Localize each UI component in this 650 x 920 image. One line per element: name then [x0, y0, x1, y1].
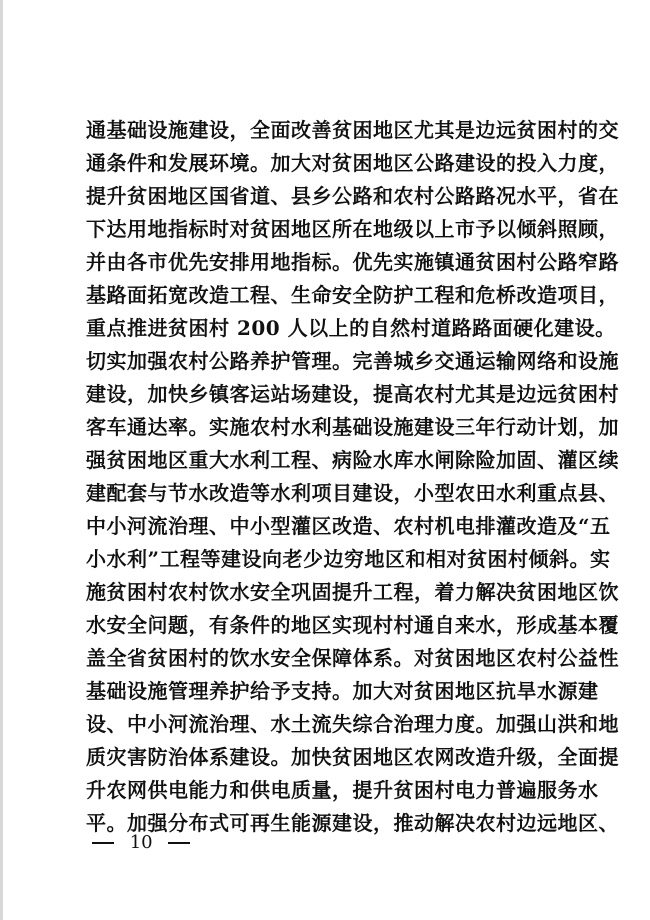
text-line: 设、中小河流治理、水土流失综合治理力度。加强山洪和地 — [86, 712, 619, 736]
text-line: 建设，加快乡镇客运站场建设，提高农村尤其是边远贫困村 — [86, 382, 619, 406]
text-line: 施贫困村农村饮水安全巩固提升工程，着力解决贫困地区饮 — [86, 580, 619, 604]
text-line: 下达用地指标时对贫困地区所在地级以上市予以倾斜照顾， — [86, 217, 619, 241]
text-line: 基路面拓宽改造工程、生命安全防护工程和危桥改造项目， — [86, 283, 619, 307]
text-line: 通条件和发展环境。加大对贫困地区公路建设的投入力度， — [86, 151, 619, 175]
text-line: 客车通达率。实施农村水利基础设施建设三年行动计划，加 — [86, 415, 619, 439]
text-line: 盖全省贫困村的饮水安全保障体系。对贫困地区农村公益性 — [86, 646, 619, 670]
page-number-dash-right — [168, 842, 190, 844]
page-number — [92, 828, 190, 858]
body-text — [86, 114, 619, 840]
text-line: 基础设施管理养护给予支持。加大对贫困地区抗旱水源建 — [86, 679, 599, 703]
text-line: 水安全问题，有条件的地区实现村村通自来水，形成基本覆 — [86, 613, 619, 637]
text-line: 升农网供电能力和供电质量，提升贫困村电力普遍服务水 — [86, 778, 599, 802]
text-line: 并由各市优先安排用地指标。优先实施镇通贫困村公路窄路 — [86, 250, 619, 274]
text-line: 重点推进贫困村 200 人以上的自然村道路路面硬化建设。 — [86, 316, 616, 340]
page-number-value: 10 — [129, 832, 153, 853]
text-line: 强贫困地区重大水利工程、病险水库水闸除险加固、灌区续 — [86, 448, 619, 472]
text-line: 建配套与节水改造等水利项目建设，小型农田水利重点县、 — [86, 481, 619, 505]
text-line: 通基础设施建设，全面改善贫困地区尤其是边远贫困村的交 — [86, 118, 619, 142]
text-line: 中小河流治理、中小型灌区改造、农村机电排灌改造及“五 — [86, 514, 611, 538]
text-line: 平。加强分布式可再生能源建设，推动解决农村边远地区、 — [86, 811, 619, 835]
page-number-dash-left — [92, 842, 114, 844]
text-line: 切实加强农村公路养护管理。完善城乡交通运输网络和设施 — [86, 349, 619, 373]
text-line: 提升贫困地区国省道、县乡公路和农村公路路况水平，省在 — [86, 184, 619, 208]
text-line: 小水利”工程等建设向老少边穷地区和相对贫困村倾斜。实 — [86, 547, 611, 571]
text-line: 质灾害防治体系建设。加快贫困地区农网改造升级，全面提 — [86, 745, 619, 769]
